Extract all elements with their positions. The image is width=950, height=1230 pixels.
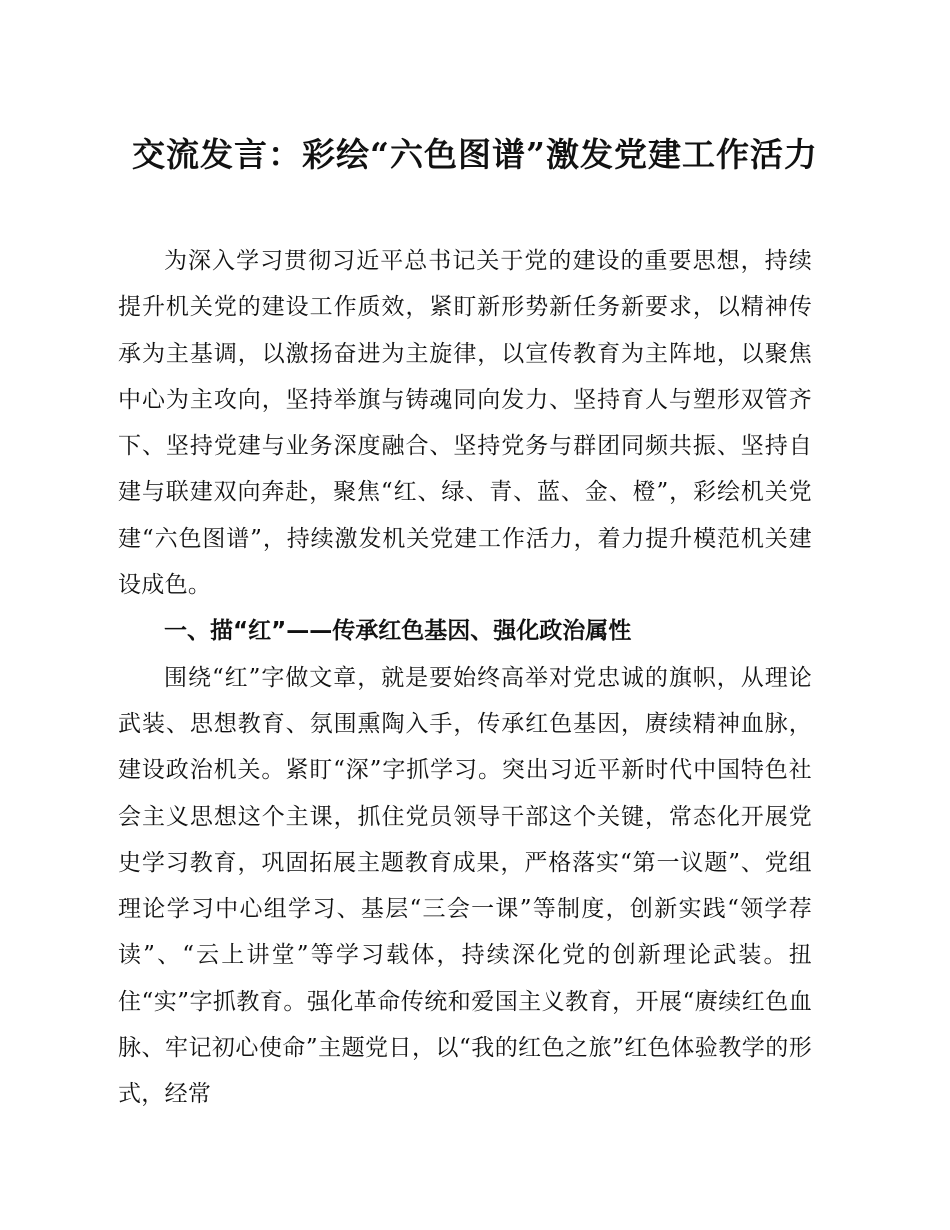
section-paragraph-red: 围绕“红”字做文章，就是要始终高举对党忠诚的旗帜，从理论武装、思想教育、氛围熏陶入手，传承红色基因，赓续精神血脉，建设政治机关。紧盯“深”字抓学习。突出习近平新时代中国特色社会主义思想这个主课，抓住党员领导干部这个关键，常态化开展党史学习教育，巩固拓展主题教育成果，严格落实“第一议题”、党组理论学习中心组学习、基层“三会一课”等制度，创新实践“领学荐读”、“云上讲堂”等学习载体，持续深化党的创新理论武装。扭住“实”字抓教育。强化革命传统和爱国主义教育，开展“赓续红色血脉、牢记初心使命”主题党日，以“我的红色之旅”红色体验教学的形式，经常: [118, 664, 812, 1108]
section-heading-red: 一、描“红”——传承红色基因、强化政治属性: [164, 618, 632, 645]
document-title: 交流发言：彩绘“六色图谱”激发党建工作活力: [132, 135, 818, 174]
document-body: [118, 238, 812, 1118]
intro-paragraph: 为深入学习贯彻习近平总书记关于党的建设的重要思想，持续提升机关党的建设工作质效，紧盯新形势新任务新要求，以精神传承为主基调，以激扬奋进为主旋律，以宣传教育为主阵地，以聚焦中心为主攻向，坚持举旗与铸魂同向发力、坚持育人与塑形双管齐下、坚持党建与业务深度融合、坚持党务与群团同频共振、坚持自建与联建双向奔赴，聚焦“红、绿、青、蓝、金、橙”，彩绘机关党建“六色图谱”，持续激发机关党建工作活力，着力提升模范机关建设成色。: [118, 248, 812, 599]
